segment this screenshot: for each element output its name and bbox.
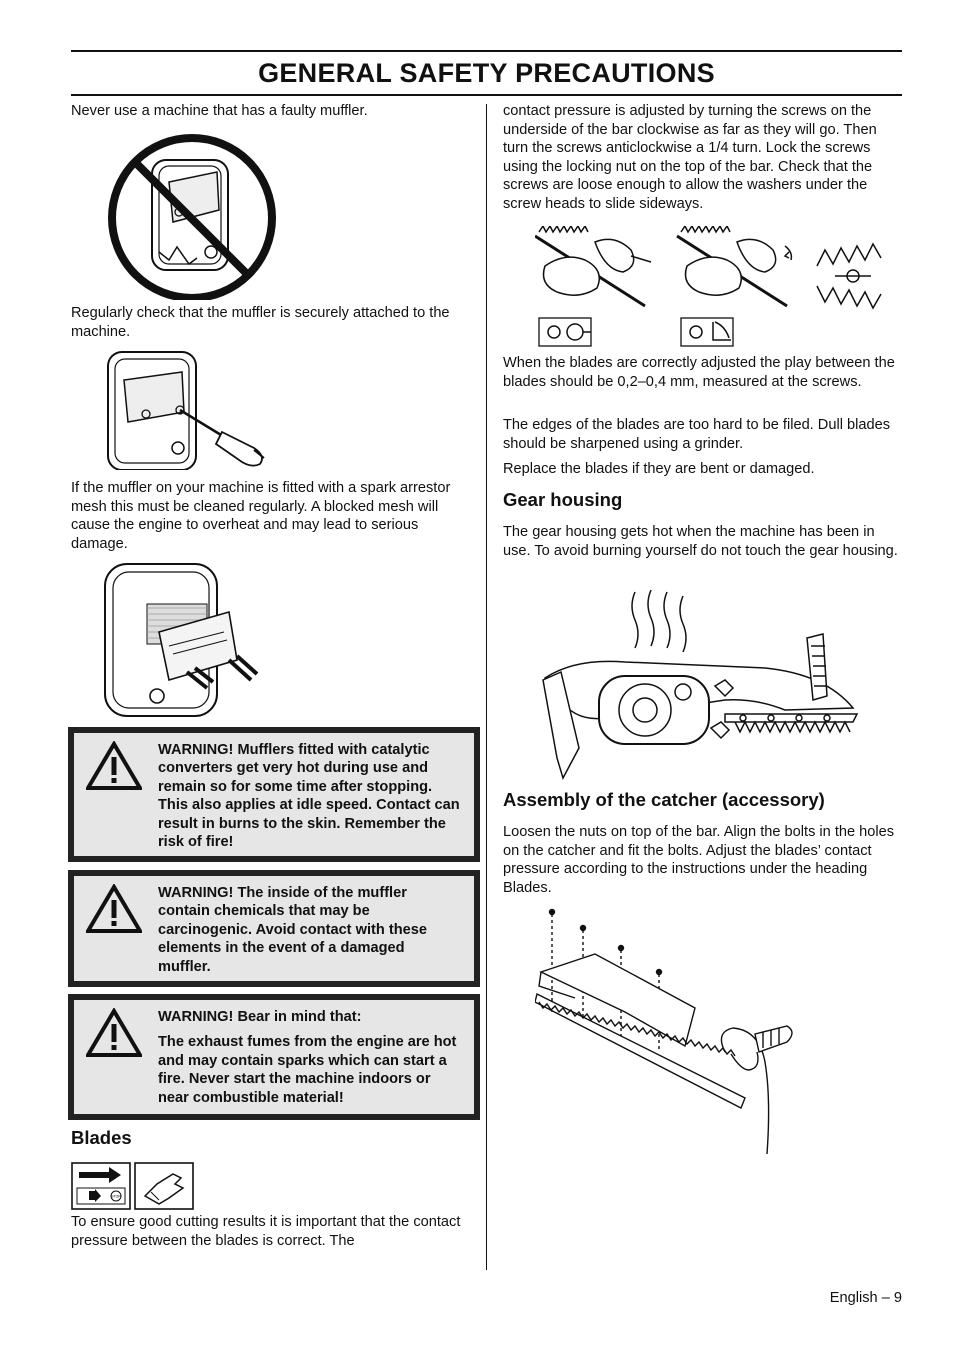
column-divider — [486, 104, 487, 1270]
no-faulty-muffler-illustration — [107, 132, 277, 300]
blade-play-text: When the blades are correctly adjusted the play between the blades should be 0,2–0,4 mm, measured at the screws. — [503, 355, 895, 390]
warning-exhaust — [68, 994, 480, 1120]
blades-text: To ensure good cutting results it is important that the contact pressure between the blades is correct. The — [71, 1214, 461, 1249]
warning-triangle-icon — [86, 884, 142, 934]
gloves-icon — [135, 1163, 193, 1209]
muffler-screwdriver-illustration — [104, 350, 304, 470]
warning-exhaust-title: WARNING! Bear in mind that: — [158, 1009, 362, 1025]
page-footer: English – 9 — [829, 1290, 902, 1306]
muffler-attached-text: Regularly check that the muffler is securely attached to the machine. — [71, 305, 450, 340]
blades-symbols — [71, 1162, 195, 1210]
gear-housing-heading: Gear housing — [503, 489, 623, 510]
warning-carcinogenic — [68, 870, 480, 987]
spark-arrestor-text: If the muffler on your machine is fitted with a spark arrestor mesh this must be cleaned regularly. A blocked mesh will cause the engine to overheat and may lead to serious damage. — [71, 480, 451, 552]
right-column — [503, 102, 900, 1262]
engine-stop-icon — [72, 1163, 130, 1209]
warning-catalytic — [68, 727, 480, 862]
warning-triangle-icon — [86, 1008, 142, 1058]
contact-pressure-text: contact pressure is adjusted by turning the screws on the underside of the bar clockwise as far as they will go. Then turn the screws anticlockwise a 1/4 turn. Lock the screws using the locking nut on the top of the bar. Check that the screws are loose enough to allow the washers under the screw heads to slide sideways. — [503, 103, 877, 212]
sharpen-text: The edges of the blades are too hard to be filed. Dull blades should be sharpened using a grinder. — [503, 417, 890, 452]
warning-triangle-icon — [86, 741, 142, 791]
replace-text: Replace the blades if they are bent or damaged. — [503, 461, 815, 477]
warning-exhaust-text: The exhaust fumes from the engine are hot and may contain sparks which can start a fire. Never start the machine indoors or near combustible material! — [158, 1034, 457, 1106]
catcher-heading: Assembly of the catcher (accessory) — [503, 789, 825, 810]
catcher-assembly-illustration — [535, 902, 805, 1162]
warning-catalytic-text: WARNING! Mufflers fitted with catalytic converters get very hot during use and remain so for some time after stopping. This also applies at idle speed. Contact can result in burns to the skin. Remember the risk of fire! — [158, 742, 460, 851]
faulty-muffler-text: Never use a machine that has a faulty muffler. — [71, 103, 368, 119]
stop-label: STOP — [111, 1194, 121, 1199]
page-title: GENERAL SAFETY PRECAUTIONS — [258, 58, 715, 88]
catcher-text: Loosen the nuts on top of the bar. Align the bolts in the holes on the catcher and fit the bolts. Adjust the blades’ contact pressure according to the instructions under the heading Blades. — [503, 824, 895, 896]
page-header — [71, 50, 902, 96]
gear-housing-text: The gear housing gets hot when the machine has been in use. To avoid burning yourself do not touch the gear housing. — [503, 524, 898, 559]
blade-adjustment-illustration — [535, 226, 901, 348]
blades-heading: Blades — [71, 1127, 132, 1148]
spark-arrestor-illustration — [99, 562, 299, 722]
gear-housing-illustration — [535, 588, 865, 788]
warning-carcinogenic-text: WARNING! The inside of the muffler contain chemicals that may be carcinogenic. Avoid contact with these elements in the event of a damaged muffler. — [158, 885, 427, 975]
